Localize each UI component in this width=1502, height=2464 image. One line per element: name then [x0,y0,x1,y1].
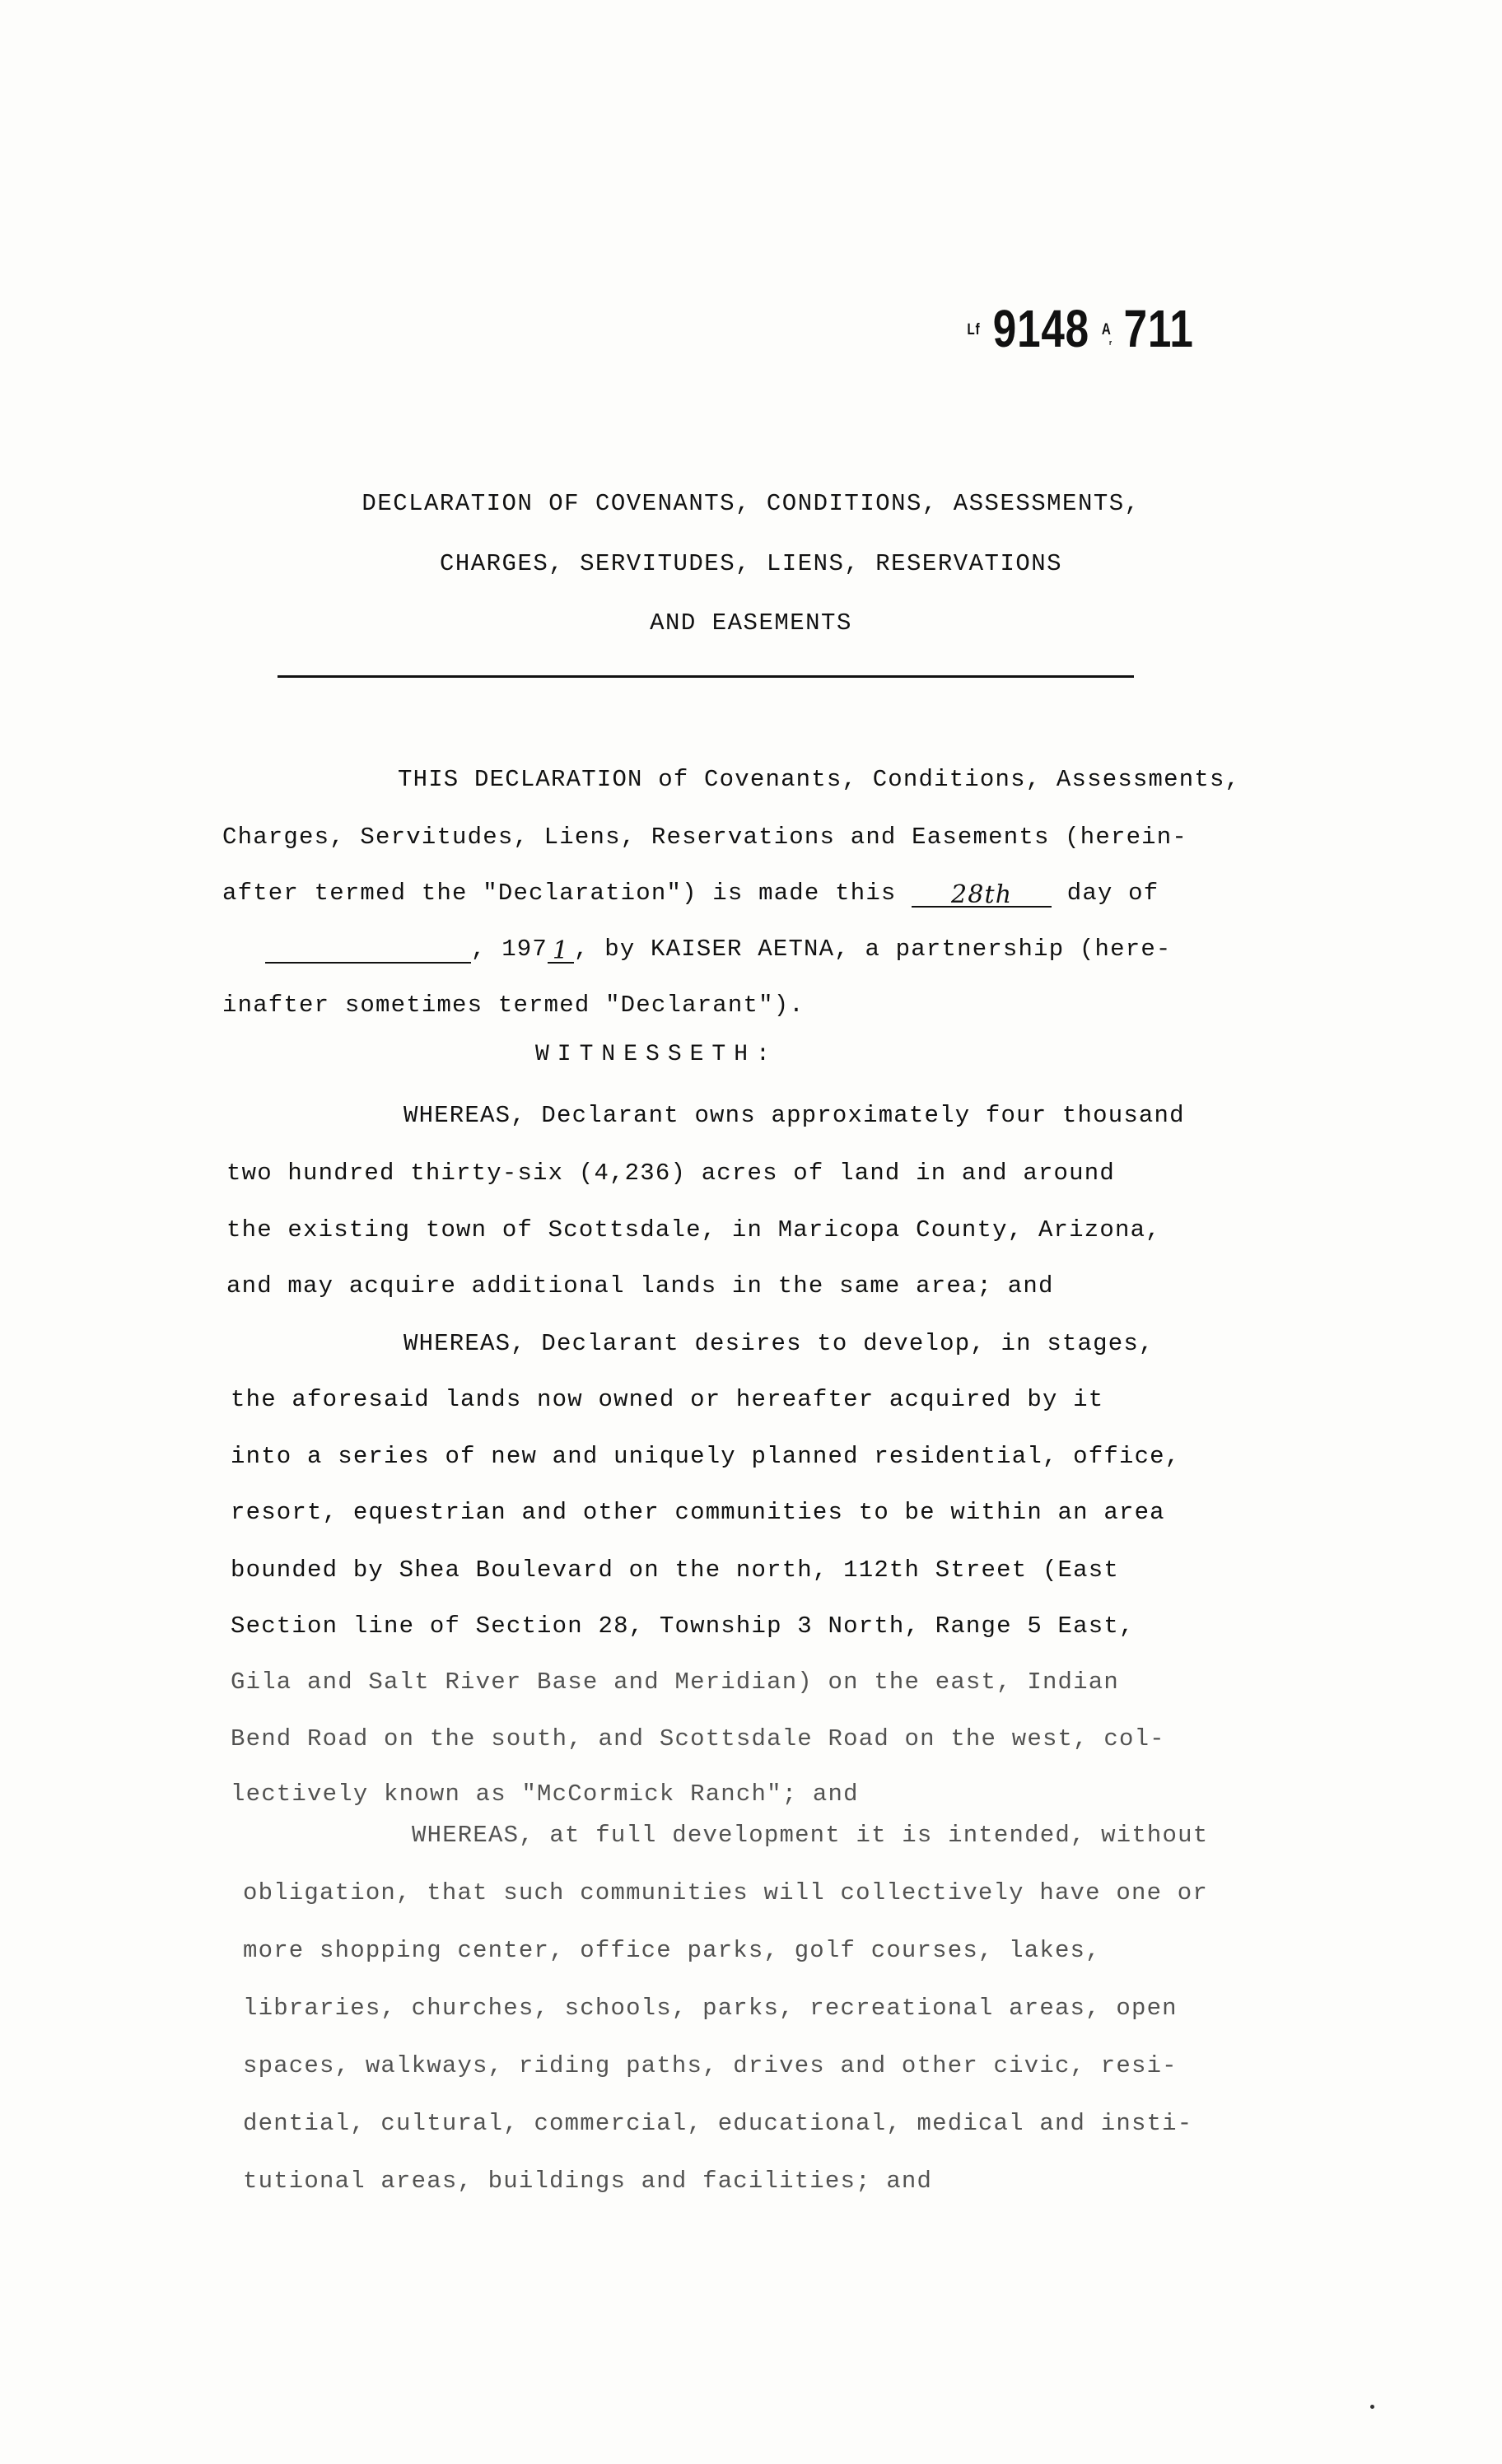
para2-line-8: Bend Road on the south, and Scottsdale Road on the west, col- [231,1725,1165,1752]
title-line-2: CHARGES, SERVITUDES, LIENS, RESERVATIONS [439,550,1063,577]
intro-line-4 [265,936,1172,964]
intro-line-3b: day of [1066,880,1159,907]
intro-line-5: inafter sometimes termed "Declarant"). [222,992,805,1019]
para1-line-1: WHEREAS, Declarant owns approximately four thousand [403,1102,1185,1129]
docket-number: 9148 [992,299,1089,358]
scan-speck [1370,2405,1374,2409]
year-handwritten: 1 [552,936,570,965]
para2-line-3: into a series of new and uniquely planned residential, office, [231,1443,1181,1470]
para1-line-4: and may acquire additional lands in the same area; and [226,1272,1054,1300]
para2-line-2: the aforesaid lands now owned or hereafter acquired by it [231,1386,1104,1413]
intro-line-3 [222,880,1159,908]
intro-line-3a: after termed the "Declaration") is made this [222,880,897,907]
title-line-3: AND EASEMENTS [650,609,852,637]
para3-line-7: tutional areas, buildings and facilities; and [243,2168,933,2195]
docket-mid: ᴬ᷊ [1101,320,1112,346]
title-divider [278,675,1134,678]
para2-line-4: resort, equestrian and other communities to be within an area [231,1499,1165,1526]
para3-line-6: dential, cultural, commercial, educational, medical and insti- [243,2110,1193,2137]
docket-page: 711 [1123,299,1194,358]
para1-line-2: two hundred thirty-six (4,236) acres of land in and around [226,1160,1115,1187]
day-blank [912,881,1052,908]
day-handwritten: 28th [950,880,1013,909]
docket-prefix: ᴸᶠ [968,320,981,346]
para3-line-4: libraries, churches, schools, parks, recreational areas, open [243,1995,1178,2022]
intro-line-4a: , 197 [471,936,548,963]
docket-stamp [968,298,1194,359]
para3-line-5: spaces, walkways, riding paths, drives and other civic, resi- [243,2052,1178,2079]
para1-line-3: the existing town of Scottsdale, in Maricopa County, Arizona, [226,1216,1161,1244]
para3-line-3: more shopping center, office parks, golf courses, lakes, [243,1937,1101,1964]
year-blank [548,937,574,964]
para3-line-2: obligation, that such communities will collectively have one or [243,1879,1208,1906]
para3-line-1: WHEREAS, at full development it is intended, without [412,1822,1209,1849]
intro-line-1: THIS DECLARATION of Covenants, Conditions, Assessments, [398,766,1241,793]
month-blank [265,937,471,964]
title-line-1: DECLARATION OF COVENANTS, CONDITIONS, ASSESSMENTS, [362,490,1140,517]
para2-line-9: lectively known as "McCormick Ranch"; and [231,1780,859,1808]
intro-line-2: Charges, Servitudes, Liens, Reservations and Easements (herein- [222,824,1187,851]
para2-line-7: Gila and Salt River Base and Meridian) on the east, Indian [231,1668,1119,1696]
para2-line-6: Section line of Section 28, Township 3 North, Range 5 East, [231,1612,1135,1640]
witnesseth-heading: WITNESSETH: [535,1042,778,1067]
para2-line-1: WHEREAS, Declarant desires to develop, in stages, [403,1330,1154,1357]
para2-line-5: bounded by Shea Boulevard on the north, 112th Street (East [231,1556,1119,1584]
intro-line-4b: , by KAISER AETNA, a partnership (here- [574,936,1172,963]
